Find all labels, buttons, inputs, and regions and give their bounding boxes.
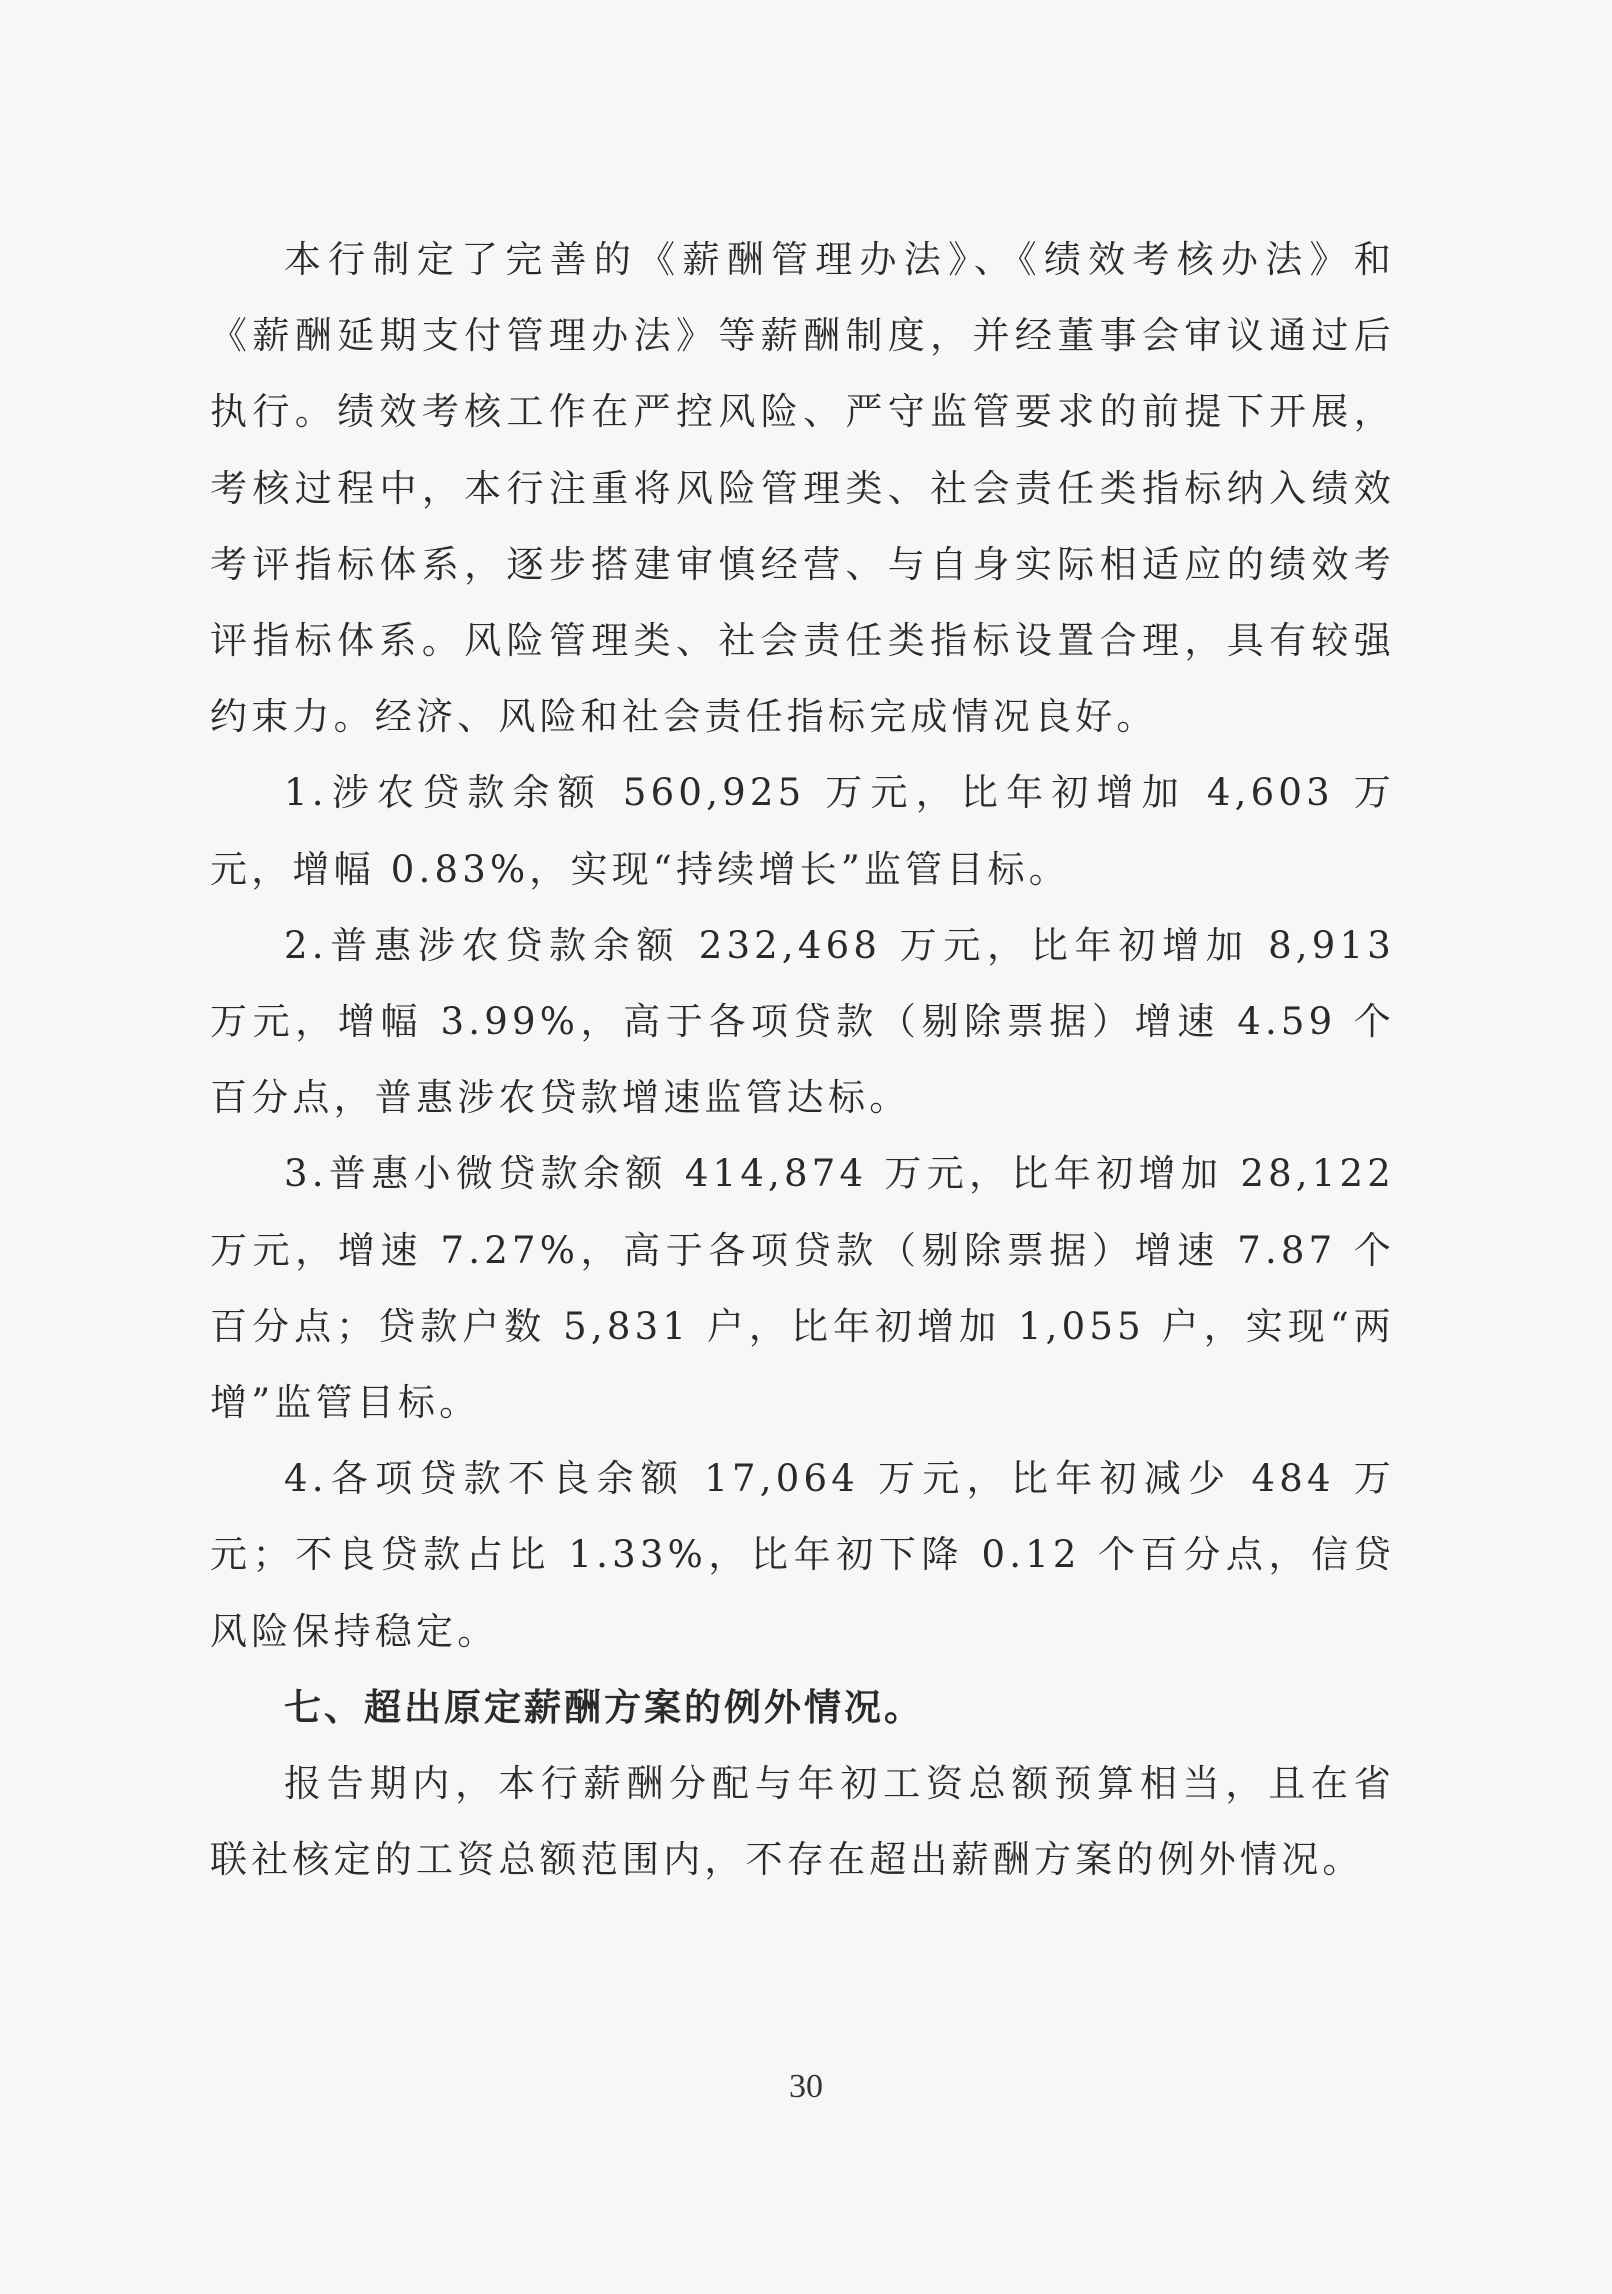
paragraph-nonperforming-loans: 4.各项贷款不良余额 17,064 万元，比年初减少 484 万元；不良贷款占比 1.33%，比年初下降 0.12 个百分点，信贷风险保持稳定。 xyxy=(210,1457,1395,1653)
paragraph-performance-system: 本行制定了完善的《薪酬管理办法》、《绩效考核办法》和《薪酬延期支付管理办法》等薪酬制度，并经董事会审议通过后执行。绩效考核工作在严控风险、严守监管要求的前提下开展，考核过程中，本行注重将风险管理类、社会责任类指标纳入绩效考评指标体系，逐步搭建审慎经营、与自身实际相适应的绩效考评指标体系。风险管理类、社会责任类指标设置合理，具有较强约束力。经济、风险和社会责任指标完成情况良好。 xyxy=(210,238,1395,739)
page-number: 30 xyxy=(789,2068,823,2105)
paragraph-agri-loans: 1.涉农贷款余额 560,925 万元，比年初增加 4,603 万元，增幅 0.83%，实现“持续增长”监管目标。 xyxy=(210,771,1395,891)
paragraph-exceptions: 报告期内，本行薪酬分配与年初工资总额预算相当，且在省联社核定的工资总额范围内，不存在超出薪酬方案的例外情况。 xyxy=(210,1762,1395,1882)
section-heading: 七、超出原定薪酬方案的例外情况。 xyxy=(284,1685,924,1729)
paragraph-inclusive-micro-loans: 3.普惠小微贷款余额 414,874 万元，比年初增加 28,122 万元，增速 7.27%，高于各项贷款（剔除票据）增速 7.87 个百分点；贷款户数 5,831 户，比年初增加 1,055 户，实现“两增”监管目标。 xyxy=(210,1152,1395,1425)
paragraph-inclusive-agri-loans: 2.普惠涉农贷款余额 232,468 万元，比年初增加 8,913 万元，增幅 3.99%，高于各项贷款（剔除票据）增速 4.59 个百分点，普惠涉农贷款增速监管达标。 xyxy=(210,923,1395,1120)
document-body xyxy=(210,222,1395,1898)
